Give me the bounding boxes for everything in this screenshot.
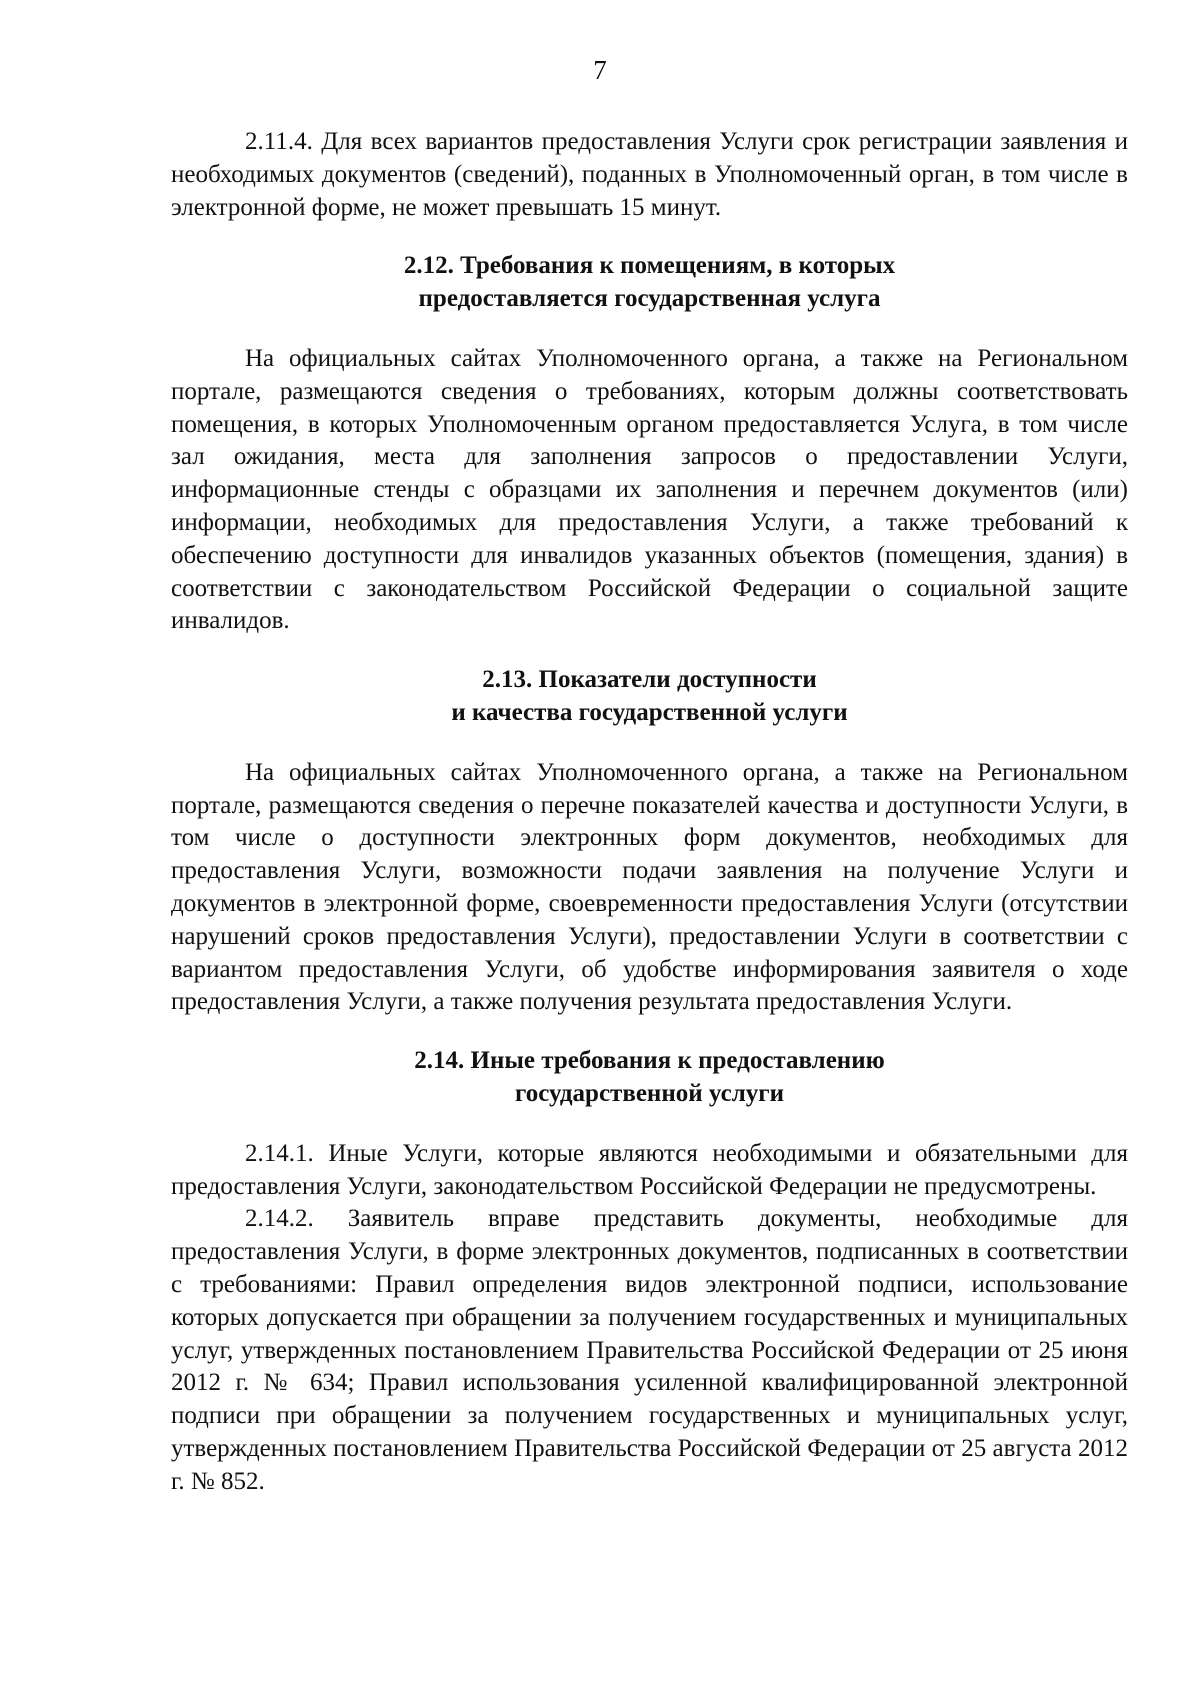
page-number: 7 — [593, 55, 607, 85]
section-heading-2-13 — [171, 664, 1128, 730]
heading-line: предоставляется государственная услуга — [418, 285, 881, 313]
heading-line: государственной услуги — [514, 1079, 785, 1107]
paragraph-2-14-1: 2.14.1. Иные Услуги, которые являются необходимыми и обязательными для предоставления Услуги, законодательством Российской Федерации не предусмотрены. — [171, 1139, 1128, 1200]
paragraph-2-11-4: 2.11.4. Для всех вариантов предоставления Услуги срок регистрации заявления и необходимых документов (сведений), поданных в Уполномоченный орган, в том числе в электронной форме, не может превышать 15 минут. — [171, 128, 1128, 221]
paragraph-quality-indicators: На официальных сайтах Уполномоченного органа, а также на Региональном портале, размещаются сведения о перечне показателей качества и доступности Услуги, в том числе о доступности электронных форм документов, необходимых для предоставления Услуги, возможности подачи заявления на получение Услуги и документов в электронной форме, своевременности предоставления Услуги (отсутствии нарушений сроков предоставления Услуги), предоставлении Услуги в соответствии с вариантом предоставления Услуги, об удобстве информирования заявителя о ходе предоставления Услуги, а также получения результата предоставления Услуги. — [171, 758, 1128, 1016]
heading-line: 2.13. Показатели доступности — [482, 666, 817, 694]
document-body — [171, 126, 1128, 1498]
paragraph-premises-requirements: На официальных сайтах Уполномоченного органа, а также на Региональном портале, размещаются сведения о требованиях, которым должны соответствовать помещения, в которых Уполномоченным органом предоставляется Услуга, в том числе зал ожидания, места для заполнения запросов о предоставлении Услуги, информационные стенды с образцами их заполнения и перечнем документов (или) информации, необходимых для предоставления Услуги, а также требований к обеспечению доступности для инвалидов указанных объектов (помещения, здания) в соответствии с законодательством Российской Федерации о социальной защите инвалидов. — [171, 344, 1128, 635]
heading-line: 2.12. Требования к помещениям, в которых — [403, 252, 896, 280]
heading-line: и качества государственной услуги — [451, 698, 848, 726]
section-heading-2-14 — [171, 1045, 1128, 1111]
section-heading-2-12 — [171, 250, 1128, 316]
paragraph-2-14-2: 2.14.2. Заявитель вправе представить документы, необходимые для предоставления Услуги, в форме электронных документов, подписанных в соответствии с требованиями: Правил определения видов электронной подписи, использование которых допускается при обращении за получением государственных и муниципальных услуг, утвержденных постановлением Правительства Российской Федерации от 25 июня 2012 г. № 634; Правил использования усиленной квалифицированной электронной подписи при обращении за получением государственных и муниципальных услуг, утвержденных постановлением Правительства Российской Федерации от 25 августа 2012 г. № 852. — [171, 1205, 1128, 1495]
heading-line: 2.14. Иные требования к предоставлению — [414, 1047, 885, 1075]
